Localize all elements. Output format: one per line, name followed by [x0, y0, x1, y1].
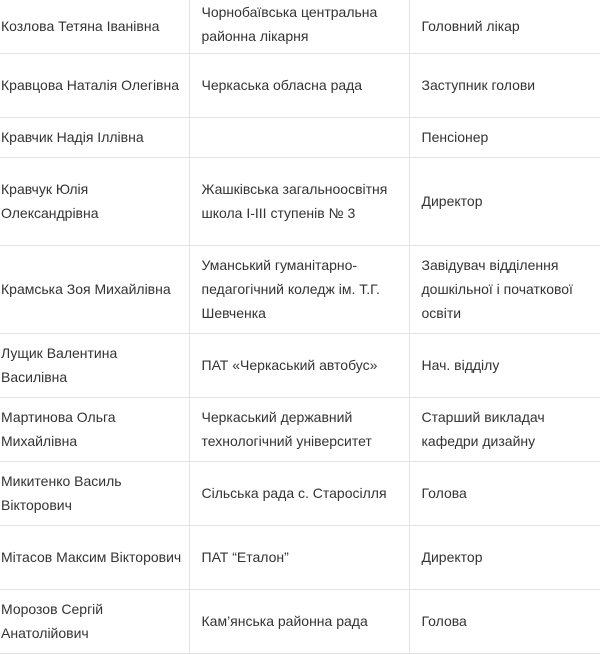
organization-cell: Чорнобаївська центральна районна лікарня [189, 0, 409, 53]
organization-cell: Сільська рада с. Старосілля [189, 461, 409, 525]
position-cell: Заступник голови [409, 53, 600, 117]
name-cell: Козлова Тетяна Іванівна [0, 0, 189, 53]
position-cell: Головний лікар [409, 0, 600, 53]
table-row [0, 461, 600, 525]
table-row [0, 0, 600, 53]
table-row [0, 589, 600, 653]
table-row [0, 525, 600, 589]
table-row [0, 333, 600, 397]
position-cell: Директор [409, 525, 600, 589]
name-cell: Морозов Сергій Анатолійович [0, 589, 189, 653]
organization-cell [189, 117, 409, 157]
position-cell: Голова [409, 589, 600, 653]
position-cell: Завідувач відділення дошкільної і початкової освіти [409, 245, 600, 333]
table-row [0, 397, 600, 461]
position-cell: Пенсіонер [409, 117, 600, 157]
table-row [0, 53, 600, 117]
position-cell: Старший викладач кафедри дизайну [409, 397, 600, 461]
position-cell: Директор [409, 157, 600, 245]
name-cell: Кравцова Наталія Олегівна [0, 53, 189, 117]
table-row [0, 157, 600, 245]
name-cell: Лущик Валентина Василівна [0, 333, 189, 397]
table-row [0, 245, 600, 333]
organization-cell: Черкаська обласна рада [189, 53, 409, 117]
name-cell: Кравчик Надія Іллівна [0, 117, 189, 157]
organization-cell: Жашківська загальноосвітня школа І-ІІІ ступенів № 3 [189, 157, 409, 245]
position-cell: Нач. відділу [409, 333, 600, 397]
name-cell: Мітасов Максим Вікторович [0, 525, 189, 589]
table-row [0, 117, 600, 157]
name-cell: Крамська Зоя Михайлівна [0, 245, 189, 333]
organization-cell: ПАТ “Еталон” [189, 525, 409, 589]
organization-cell: Черкаський державний технологічний університет [189, 397, 409, 461]
name-cell: Кравчук Юлія Олександрівна [0, 157, 189, 245]
name-cell: Микитенко Василь Вікторович [0, 461, 189, 525]
position-cell: Голова [409, 461, 600, 525]
organization-cell: Кам’янська районна рада [189, 589, 409, 653]
organization-cell: ПАТ «Черкаський автобус» [189, 333, 409, 397]
name-cell: Мартинова Ольга Михайлівна [0, 397, 189, 461]
organization-cell: Уманський гуманітарно-педагогічний коледж ім. Т.Г. Шевченка [189, 245, 409, 333]
